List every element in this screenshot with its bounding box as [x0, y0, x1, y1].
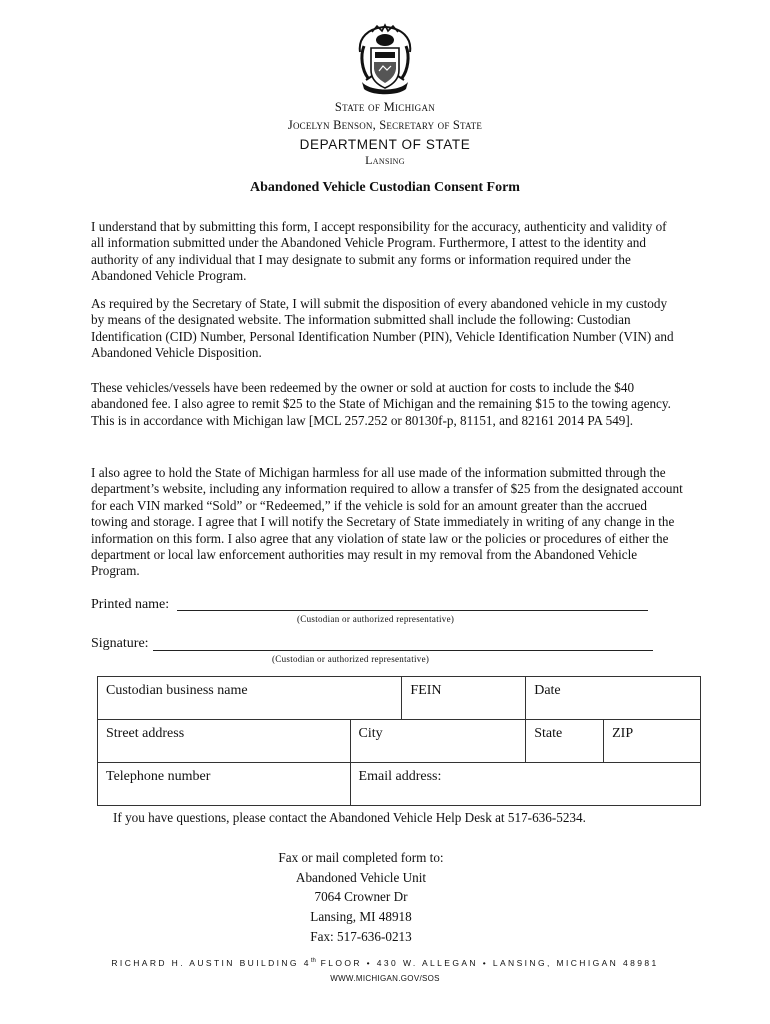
mail-line: Abandoned Vehicle Unit [295, 869, 427, 885]
paragraph-fees: These vehicles/vessels have been redeemed by the owner or sold at auction for costs to include the $40 abandoned fee. I also agree to remit $25 to the State of Michigan and the remaining $15 to the towing agency. This is in accordance with Michigan law [MCL 257.252 or 80130f-p, 81151, and 82161 2014 PA 549]. [91, 380, 671, 428]
header-secretary: Jocelyn Benson, Secretary of State [287, 118, 483, 132]
signature-label: Signature: [91, 636, 149, 651]
mail-line: Fax or mail completed form to: [278, 850, 444, 865]
printed-name-label: Printed name: [91, 597, 170, 612]
city-field[interactable]: City [350, 720, 526, 763]
telephone-field[interactable]: Telephone number [98, 763, 351, 806]
header-state: State of Michigan [334, 100, 436, 114]
mailing-instructions [0, 848, 722, 947]
mail-line: 7064 Crowner Dr [314, 889, 408, 905]
header-department: DEPARTMENT OF STATE [299, 137, 471, 152]
zip-field[interactable]: ZIP [604, 720, 701, 763]
paragraph-disposition: As required by the Secretary of State, I will submit the disposition of every abandoned vehicle in my custody by means of the designated website. The information submitted shall include the following: Custodian Identification (CID) Number, Personal Identification Number (PIN), Vehicle Identification Number (VIN) and Abandoned Vehicle Disposition. [91, 296, 674, 361]
footer-address-part2: FLOOR • 430 W. ALLEGAN • LANSING, MICHIGAN 48981 [315, 958, 659, 968]
state-field[interactable]: State [526, 720, 604, 763]
form-title: Abandoned Vehicle Custodian Consent Form [250, 180, 520, 195]
footer-address [0, 958, 770, 968]
email-field[interactable]: Email address: [350, 763, 700, 806]
footer-website: WWW.MICHIGAN.GOV/SOS [330, 974, 440, 983]
date-field[interactable]: Date [526, 677, 701, 720]
printed-name-line[interactable] [177, 610, 648, 611]
mail-line: Fax: 517-636-0213 [310, 928, 412, 944]
header-city: Lansing [365, 153, 405, 167]
paragraph-harmless: I also agree to hold the State of Michigan harmless for all use made of the information submitted through the department’s website, including any information required to allow a transfer of $25 from the designated account for each VIN marked “Sold” or “Redeemed,” if the vehicle is sold for an amount greater than the accrued towing and storage. I agree that I will notify the Secretary of State immediately in writing of any change in the information on this form. I also agree that any violation of state law or the policies or procedures of either the department or local law enforcement authorities may result in my removal from the Abandoned Vehicle Program. [91, 465, 683, 579]
signature-line[interactable] [153, 650, 653, 651]
fein-field[interactable]: FEIN [402, 677, 526, 720]
footer-address-sup: th [310, 958, 316, 965]
street-address-field[interactable]: Street address [98, 720, 351, 763]
paragraph-responsibility: I understand that by submitting this form, I accept responsibility for the accuracy, authenticity and validity of all information submitted under the Abandoned Vehicle Program. Furthermore, I attest to the identity and authority of any individual that I may designate to submit any forms or information required under the Abandoned Vehicle Program. [91, 219, 667, 284]
mail-line: Lansing, MI 48918 [310, 909, 412, 925]
printed-name-caption: (Custodian or authorized representative) [297, 614, 455, 624]
help-desk-note: If you have questions, please contact the Abandoned Vehicle Help Desk at 517-636-5234. [113, 810, 586, 825]
signature-caption: (Custodian or authorized representative) [272, 654, 430, 664]
custodian-info-table [97, 676, 701, 806]
custodian-business-name-field[interactable]: Custodian business name [98, 677, 402, 720]
footer-address-part1: RICHARD H. AUSTIN BUILDING 4 [111, 958, 311, 968]
michigan-seal-icon [354, 22, 416, 98]
